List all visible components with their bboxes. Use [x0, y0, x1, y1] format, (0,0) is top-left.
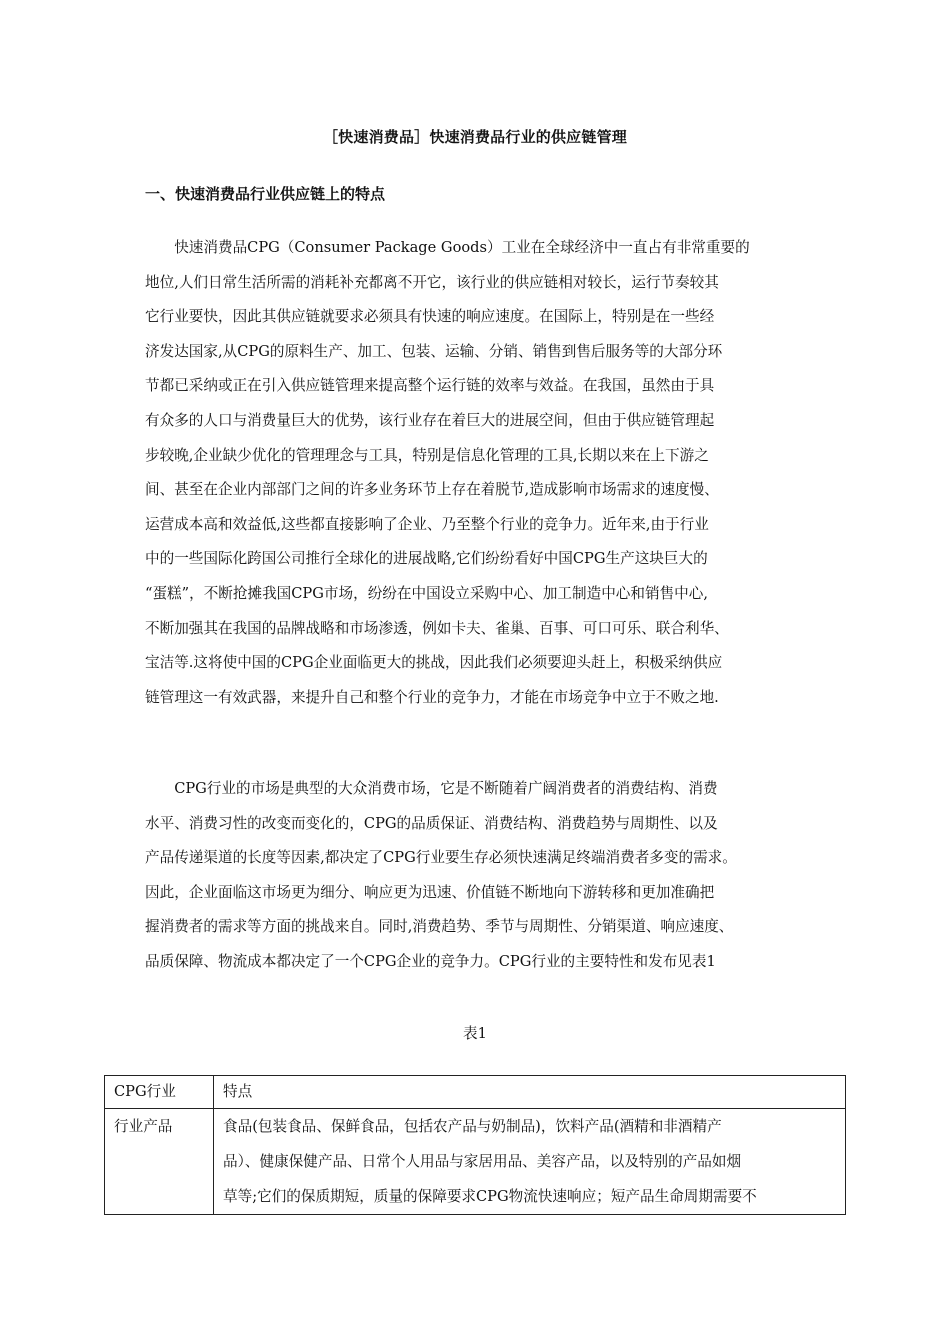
table-header-row	[105, 1076, 846, 1109]
document-title: ［快速消费品］快速消费品行业的供应链管理	[322, 128, 627, 146]
paragraph-line: 有众多的人口与消费量巨大的优势，该行业存在着巨大的进展空间，但由于供应链管理起	[145, 411, 715, 429]
paragraph-line: 品质保障、物流成本都决定了一个CPG企业的竞争力。CPG行业的主要特性和发布见表1	[145, 952, 716, 970]
paragraph-line: 链管理这一有效武器，来提升自己和整个行业的竞争力，才能在市场竞争中立于不败之地.	[145, 688, 719, 706]
table-header-cell: 特点	[214, 1076, 846, 1109]
table-caption: 表1	[463, 1025, 487, 1042]
paragraph-line: 产品传递渠道的长度等因素,都决定了CPG行业要生存必须快速满足终端消费者多变的需求。	[145, 849, 737, 867]
paragraph-line: 快速消费品CPG（Consumer Package Goods）工业在全球经济中一直占有非常重要的	[145, 239, 750, 256]
paragraph-line: CPG行业的市场是典型的大众消费市场，它是不断随着广阔消费者的消费结构、消费	[145, 780, 718, 797]
paragraph-line: 地位,人们日常生活所需的消耗补充都离不开它，该行业的供应链相对较长，运行节奏较其	[145, 273, 719, 291]
paragraph-1	[145, 231, 825, 715]
paragraph-line: 不断加强其在我国的品牌战略和市场渗透，例如卡夫、雀巢、百事、可口可乐、联合利华、	[145, 619, 729, 637]
section-heading: 一、快速消费品行业供应链上的特点	[145, 185, 386, 203]
paragraph-line: 宝洁等.这将使中国的CPG企业面临更大的挑战，因此我们必须要迎头赶上，积极采纳供应	[145, 654, 723, 672]
paragraph-line: 因此，企业面临这市场更为细分、响应更为迅速、价值链不断地向下游转移和更加准确把	[145, 883, 715, 901]
paragraph-line: 中的一些国际化跨国公司推行全球化的进展战略,它们纷纷看好中国CPG生产这块巨大的	[145, 550, 708, 568]
cpg-table	[104, 1075, 846, 1215]
paragraph-line: 间、甚至在企业内部部门之间的许多业务环节上存在着脱节,造成影响市场需求的速度慢、	[145, 481, 719, 499]
paragraph-line: 它行业要快，因此其供应链就要求必须具有快速的响应速度。在国际上，特别是在一些经	[145, 308, 715, 326]
cell-line: 食品(包装食品、保鲜食品，包括农产品与奶制品)，饮料产品(酒精和非酒精产	[223, 1118, 722, 1135]
paragraph-line: 运营成本高和效益低,这些都直接影响了企业、乃至整个行业的竞争力。近年来,由于行业	[145, 515, 709, 533]
table-cell-content	[214, 1109, 846, 1215]
table-cell-label: 行业产品	[105, 1109, 214, 1215]
paragraph-line: “蛋糕”，不断抢摊我国CPG市场，纷纷在中国设立采购中心、加工制造中心和销售中心,	[145, 584, 708, 602]
cell-line: 品）、健康保健产品、日常个人用品与家居用品、美容产品，以及特别的产品如烟	[223, 1153, 742, 1170]
paragraph-2	[145, 772, 825, 980]
cell-line: 草等;它们的保质期短，质量的保障要求CPG物流快速响应；短产品生命周期需要不	[223, 1188, 757, 1205]
paragraph-line: 步较晚,企业缺少优化的管理理念与工具，特别是信息化管理的工具,长期以来在上下游之	[145, 446, 709, 464]
table-header-cell: CPG行业	[105, 1076, 214, 1109]
paragraph-line: 节都已采纳或正在引入供应链管理来提高整个运行链的效率与效益。在我国，虽然由于具	[145, 377, 715, 395]
paragraph-line: 济发达国家,从CPG的原料生产、加工、包装、运输、分销、销售到售后服务等的大部分环	[145, 342, 723, 360]
paragraph-line: 握消费者的需求等方面的挑战来自。同时,消费趋势、季节与周期性、分销渠道、响应速度、	[145, 918, 734, 936]
paragraph-line: 水平、消费习性的改变而变化的，CPG的品质保证、消费结构、消费趋势与周期性、以及	[145, 814, 718, 832]
table-row	[105, 1109, 846, 1215]
